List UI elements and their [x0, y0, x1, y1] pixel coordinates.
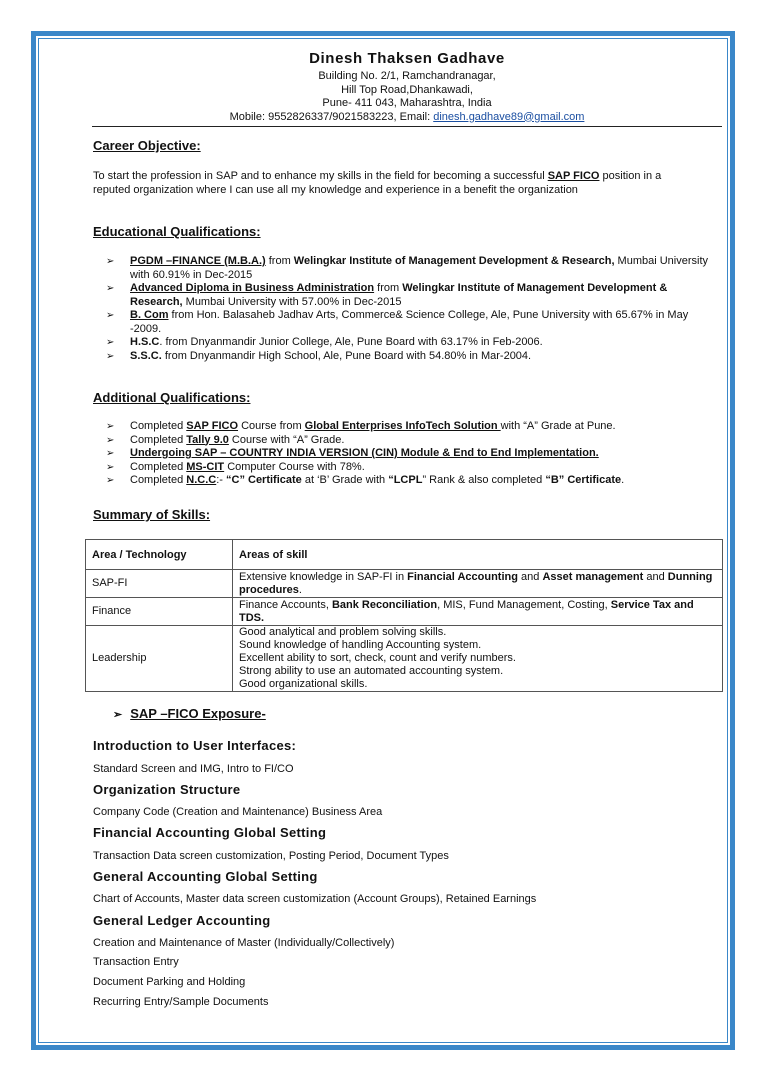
skills-title: Summary of Skills: — [93, 507, 211, 522]
arrow-bullet-icon: ➢ — [113, 709, 123, 721]
additional-list — [93, 420, 713, 488]
cell-text: and — [643, 570, 668, 583]
career-objective-text — [93, 170, 693, 197]
add-text: MS-CIT — [186, 460, 225, 473]
address-line: Building No. 2/1, Ramchandranagar, — [318, 70, 496, 82]
table-row — [86, 626, 723, 692]
table-cell: Leadership — [86, 626, 233, 692]
exposure-heading: Financial Accounting Global Setting — [93, 825, 327, 840]
column-header: Area / Technology — [86, 540, 233, 570]
add-text: “B” Certificate — [545, 474, 622, 486]
cell-text: . — [298, 583, 302, 596]
exposure-line: Creation and Maintenance of Master (Individually/Collectively) — [93, 937, 395, 949]
add-text: Completed — [130, 474, 187, 486]
cell-text: Financial Accounting — [407, 570, 518, 583]
skills-table — [85, 539, 723, 692]
resume-header — [93, 50, 721, 124]
cell-text: and — [517, 570, 543, 583]
table-cell: Finance — [86, 598, 233, 626]
add-text: Undergoing SAP – COUNTRY INDIA VERSION (CIN) Module & End to End Implementation. — [130, 447, 599, 459]
table-header-row — [86, 540, 723, 570]
add-text: Completed — [130, 460, 187, 473]
career-text-highlight: SAP FICO — [547, 170, 600, 182]
add-text: with “A” Grade at Pune. — [500, 420, 616, 432]
cell-line: Excellent ability to sort, check, count and verify numbers. — [239, 652, 516, 664]
additional-item — [93, 447, 713, 461]
cell-text: Asset management — [542, 570, 644, 583]
add-text: :- — [216, 474, 226, 486]
education-text: from Hon. Balasaheb Jadhav Arts, Commerce& Science College, Ale, Pune University with 65.67% in May -2009. — [130, 309, 689, 335]
cell-text: Service Tax and TDS. — [239, 598, 694, 624]
education-text: Mumbai University with 57.00% in Dec-2015 — [182, 295, 402, 308]
cell-line: Strong ability to use an automated accounting system. — [239, 665, 504, 677]
education-text: from — [265, 255, 294, 267]
address-line: Hill Top Road,Dhankawadi, — [341, 83, 473, 96]
degree-name: B. Com — [130, 309, 169, 321]
table-cell — [233, 626, 723, 692]
education-item — [93, 336, 713, 350]
add-text: “C” Certificate — [226, 474, 302, 486]
additional-item — [93, 474, 713, 488]
add-text: Course with “A” Grade. — [228, 433, 345, 446]
contact-line — [93, 111, 721, 125]
exposure-line: Standard Screen and IMG, Intro to FI/CO — [93, 763, 294, 775]
cell-line: Good organizational skills. — [239, 678, 368, 690]
education-item — [93, 282, 713, 309]
add-text: at ‘B’ Grade with — [301, 474, 389, 486]
add-text: Tally 9.0 — [186, 433, 229, 446]
education-item — [93, 255, 713, 282]
add-text: ” Rank & also completed — [422, 474, 546, 486]
career-text-part: To start the profession in SAP and to enhance my skills in the field for becoming a successful — [93, 170, 548, 182]
table-cell: SAP-FI — [86, 570, 233, 598]
add-text: N.C.C — [186, 474, 217, 486]
add-text: Completed — [130, 433, 187, 446]
exposure-title-text: SAP –FICO Exposure- — [130, 706, 266, 721]
exposure-line: Chart of Accounts, Master data screen customization (Account Groups), Retained Earnings — [93, 893, 537, 905]
email-link[interactable]: dinesh.gadhave89@gmail.com — [433, 110, 585, 123]
education-text: from Dnyanmandir High School, Ale, Pune Board with 54.80% in Mar-2004. — [161, 349, 532, 362]
exposure-line: Recurring Entry/Sample Documents — [93, 996, 269, 1008]
cell-text: , MIS, Fund Management, Costing, — [437, 598, 611, 611]
cell-line: Sound knowledge of handling Accounting system. — [239, 639, 482, 651]
resume-document — [92, 50, 721, 1008]
add-text: Course from — [238, 420, 305, 432]
institution-name: Welingkar Institute of Management Development & Research, — [293, 255, 615, 267]
exposure-heading: General Accounting Global Setting — [93, 869, 318, 884]
education-list — [93, 255, 713, 363]
cell-line: Good analytical and problem solving skills. — [239, 626, 447, 638]
add-text: “LCPL — [388, 474, 423, 486]
education-item — [93, 350, 713, 364]
career-text-part: position in a reputed organization where I can use all my knowledge and experience in a benefit the organization — [93, 170, 662, 196]
additional-item — [93, 434, 713, 448]
exposure-line: Document Parking and Holding — [93, 976, 246, 988]
contact-prefix: Mobile: 9552826337/9021583223, Email: — [229, 110, 434, 123]
degree-name: H.S.C — [130, 336, 160, 348]
table-row — [86, 598, 723, 626]
cell-text: Bank Reconciliation — [331, 598, 438, 611]
exposure-heading: Organization Structure — [93, 782, 241, 797]
degree-name: S.S.C. — [130, 349, 162, 362]
exposure-line: Transaction Data screen customization, Posting Period, Document Types — [93, 850, 449, 862]
education-text: from — [374, 282, 403, 294]
table-cell — [233, 570, 723, 598]
add-text: Global Enterprises InfoTech Solution — [304, 420, 501, 432]
education-text: . from Dnyanmandir Junior College, Ale, Pune Board with 63.17% in Feb-2006. — [159, 336, 543, 348]
table-cell — [233, 598, 723, 626]
education-text: Mumbai University with 60.91% in Dec-2015 — [130, 255, 709, 281]
cell-text: Dunning procedures — [239, 570, 713, 596]
add-text: . — [621, 474, 625, 486]
add-text: Completed — [130, 420, 187, 432]
table-row — [86, 570, 723, 598]
add-text: Computer Course with 78%. — [224, 460, 365, 473]
address-line: Pune- 411 043, Maharashtra, India — [322, 97, 492, 109]
education-item — [93, 309, 713, 336]
exposure-line: Company Code (Creation and Maintenance) Business Area — [93, 806, 383, 818]
education-title: Educational Qualifications: — [93, 224, 261, 239]
column-header: Areas of skill — [233, 540, 723, 570]
additional-item — [93, 420, 713, 434]
exposure-heading: General Ledger Accounting — [93, 913, 271, 928]
exposure-line: Transaction Entry — [93, 956, 179, 968]
exposure-heading: Introduction to User Interfaces: — [93, 738, 297, 753]
career-objective-title: Career Objective: — [93, 138, 201, 153]
cell-text: Finance Accounts, — [239, 598, 332, 611]
header-divider — [92, 126, 722, 127]
add-text: SAP FICO — [186, 420, 239, 432]
additional-qualifications-title: Additional Qualifications: — [93, 390, 251, 405]
institution-name: Welingkar Institute of Management Development & Research, — [130, 282, 668, 308]
cell-text: Extensive knowledge in SAP-FI in — [239, 570, 408, 583]
degree-name: Advanced Diploma in Business Administration — [130, 282, 375, 294]
candidate-name: Dinesh Thaksen Gadhave — [309, 50, 505, 67]
additional-item — [93, 461, 713, 475]
exposure-title — [113, 706, 266, 721]
degree-name: PGDM –FINANCE (M.B.A.) — [130, 255, 266, 267]
